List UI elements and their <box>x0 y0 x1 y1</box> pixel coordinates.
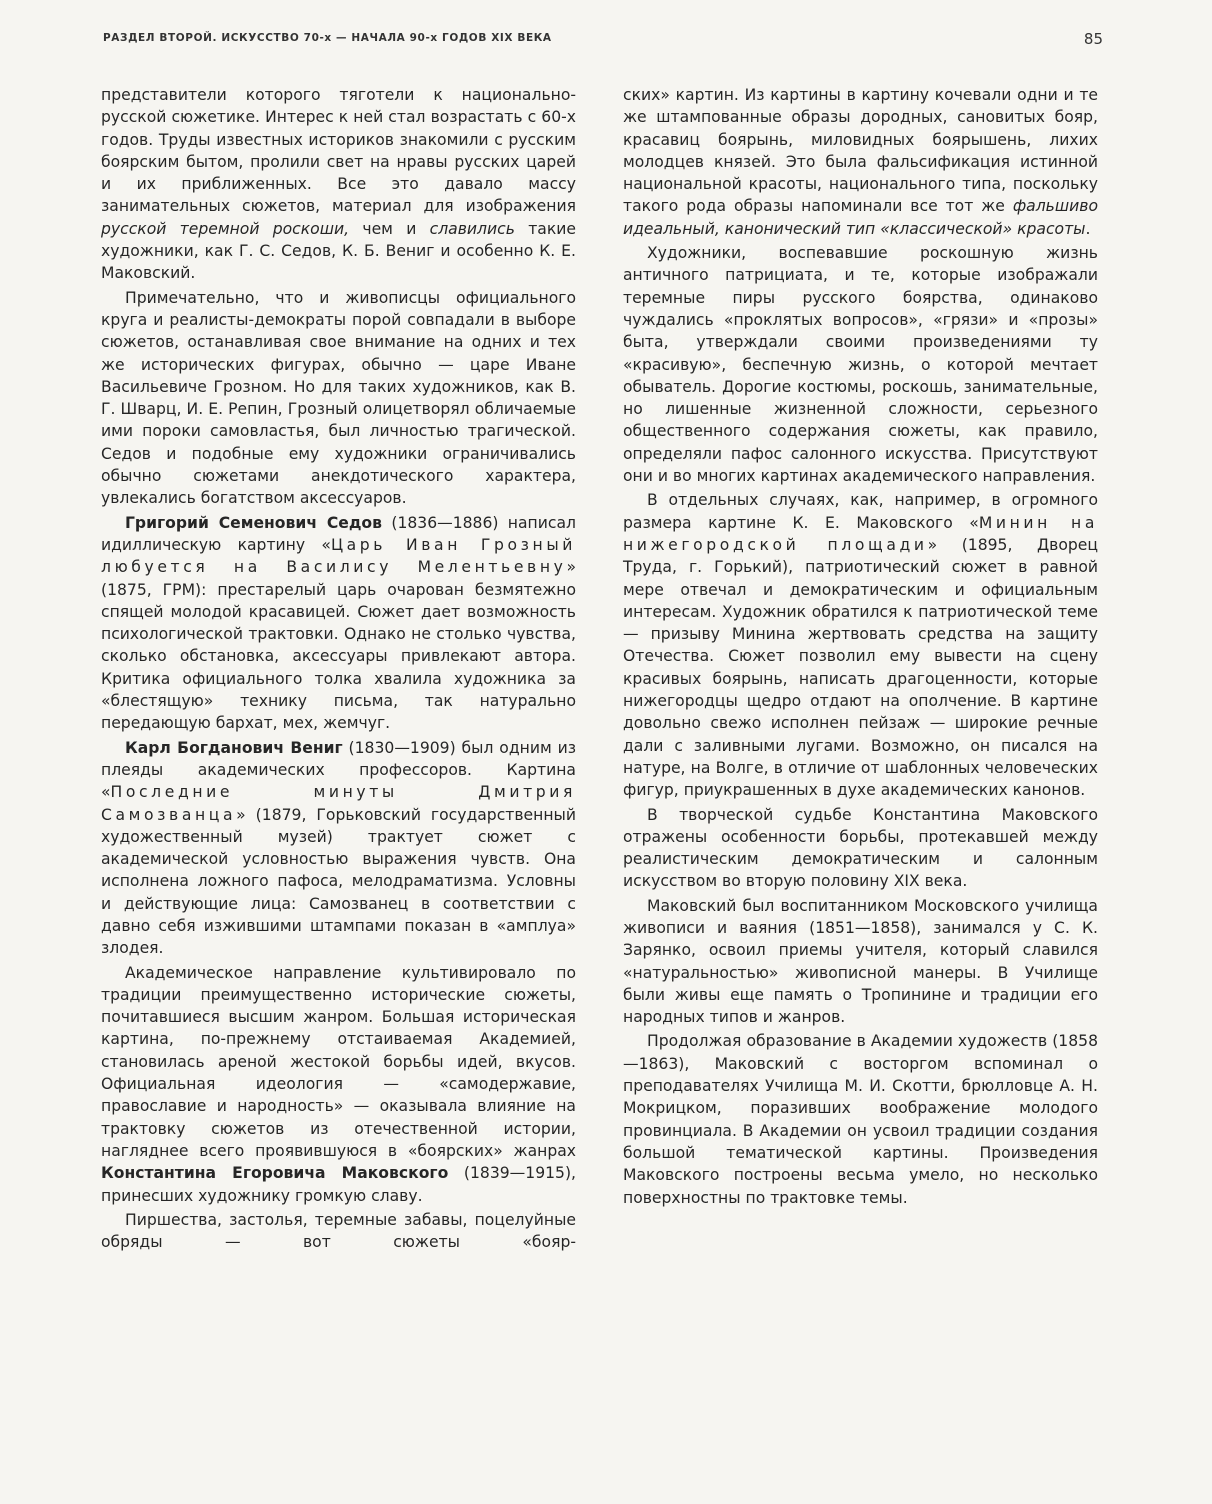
paragraph: ских» картин. Из картины в картину кочевали одни и те же штампованные образы дородных, сановитых бояр, красавиц боярынь, миловидных боярышень, лихих молодцев князей. Это была фальсификация истинной национальной красоты, национального типа, поскольку такого рода образы напоминали все тот же фальшиво идеальный, канонический тип «классической» красоты. <box>623 86 1098 238</box>
paragraph: Маковский был воспитанником Московского училища живописи и ваяния (1851—1858), занимался у С. К. Зарянко, освоил приемы учителя, который славился «натуральностью» живописной манеры. В Училище были живы еще память о Тропинине и традиции его народных типов и жанров. <box>623 896 1098 1027</box>
left-column <box>101 84 576 1253</box>
paragraph: Пиршества, застолья, теремные забавы, поцелуйные обряды — вот сюжеты «бояр- <box>101 1210 576 1252</box>
paragraph: В отдельных случаях, как, например, в огромного размера картине К. Е. Маковского «Минин на нижегородской площади» (1895, Дворец Труда, г. Горький), патриотический сюжет в равной мере отвечал и демократическим и официальным интересам. Художник обратился к патриотической теме — призыву Минина жертвовать средства на защиту Отечества. Сюжет позволил ему вывести на сцену красивых боярынь, написать драгоценности, которые нижегородцы щедро отдают на ополчение. В картине довольно свежо исполнен пейзаж — широкие речные дали с заливными лугами. Возможно, он писался на натуре, на Волге, в отличие от шаблонных человеческих фигур, приукрашенных в духе академических канонов. <box>623 491 1098 800</box>
artwork-title: Последние минуты Дмитрия Самозванца <box>101 783 576 824</box>
paragraph: представители которого тяготели к национально-русской сюжетике. Интерес к ней стал возрастать с 60-х годов. Труды известных историков знакомили с русским боярским бытом, пролили свет на нравы русских царей и их приближенных. Все это давало массу занимательных сюжетов, материал для изображения русской теремной роскоши, чем и славились такие художники, как Г. С. Седов, К. Б. Вениг и особенно К. Е. Маковский. <box>101 86 577 283</box>
artist-name: Григорий Семенович Седов <box>125 513 383 532</box>
artist-name: Константина Егоровича Маковского <box>101 1164 449 1183</box>
paragraph: Григорий Семенович Седов (1836—1886) написал идиллическую картину «Царь Иван Грозный любуется на Василису Мелентьевну» (1875, ГРМ): престарелый царь очарован безмятежно спящей молодой красавицей. Сюжет дает возможность психологической трактовки. Однако не столько чувства, сколько обстановка, аксессуары привлекают автора. Критика официального толка хвалила художника за «блестящую» технику письма, так натурально передающую бархат, мех, жемчуг. <box>101 513 576 733</box>
paragraph: Продолжая образование в Академии художеств (1858—1863), Маковский с восторгом вспоминал о преподавателях Училища М. И. Скотти, брюлловце А. Н. Мокрицком, поразивших воображение молодого провинциала. В Академии он усвоил традиции создания большой тематической картины. Произведения Маковского построены весьма умело, но несколько поверхностны по трактовке темы. <box>623 1032 1098 1207</box>
artist-name: Карл Богданович Вениг <box>125 738 343 757</box>
paragraph: В творческой судьбе Константина Маковского отражены особенности борьбы, протекавшей между реалистическим демократическим и салонным искусством во вторую половину XIX века. <box>623 805 1098 891</box>
running-title: РАЗДЕЛ ВТОРОЙ. ИСКУССТВО 70-х — НАЧАЛА 90-х ГОДОВ XIX ВЕКА <box>103 32 552 44</box>
paragraph: Примечательно, что и живописцы официального круга и реалисты-демократы порой совпадали в выборе сюжетов, останавливая свое внимание на одних и тех же исторических фигурах, обычно — царе Иване Васильевиче Грозном. Но для таких художников, как В. Г. Шварц, И. Е. Репин, Грозный олицетворял обличаемые ими пороки самовластья, был личностью трагической. Седов и подобные ему художники ограничивались обычно сюжетами анекдотического характера, увлекались богатством аксессуаров. <box>101 288 576 508</box>
page-number: 85 <box>1083 30 1103 48</box>
paragraph: Карл Богданович Вениг (1830—1909) был одним из плеяды академических профессоров. Картина «Последние минуты Дмитрия Самозванца» (1879, Горьковский государственный художественный музей) трактует сюжет с академической условностью выражения чувств. Она исполнена ложного пафоса, мелодраматизма. Условны и действующие лица: Самозванец в соответствии с давно себя изжившими штампами показан в «амплуа» злодея. <box>101 738 576 958</box>
paragraph: Академическое направление культивировало по традиции преимущественно исторические сюжеты, почитавшиеся высшим жанром. Большая историческая картина, по-прежнему отстаиваемая Академией, становилась ареной жестокой борьбы идей, вкусов. Официальная идеология — «самодержавие, православие и народность» — оказывала влияние на трактовку сюжетов из отечественной истории, нагляднее всего проявившуюся в «боярских» жанрах Константина Егоровича Маковского (1839—1915), принесших художнику громкую славу. <box>101 963 576 1205</box>
right-column <box>623 84 1098 1209</box>
paragraph: Художники, воспевавшие роскошную жизнь античного патрициата, и те, которые изображали теремные пиры русского боярства, одинаково чуждались «проклятых вопросов», «грязи» и «прозы» быта, утверждали своими произведениями ту «красивую», беспечную жизнь, о которой мечтает обыватель. Дорогие костюмы, роскошь, занимательные, но лишенные жизненной сложности, серьезного общественного содержания сюжеты, как правило, определяли пафос салонного искусства. Присутствуют они и во многих картинах академического направления. <box>623 244 1098 486</box>
artwork-title: Минин на нижегородской площади <box>623 513 1098 554</box>
artwork-title: Царь Иван Грозный любуется на Василису Мелентьевну <box>101 535 576 577</box>
running-head <box>103 30 1103 50</box>
